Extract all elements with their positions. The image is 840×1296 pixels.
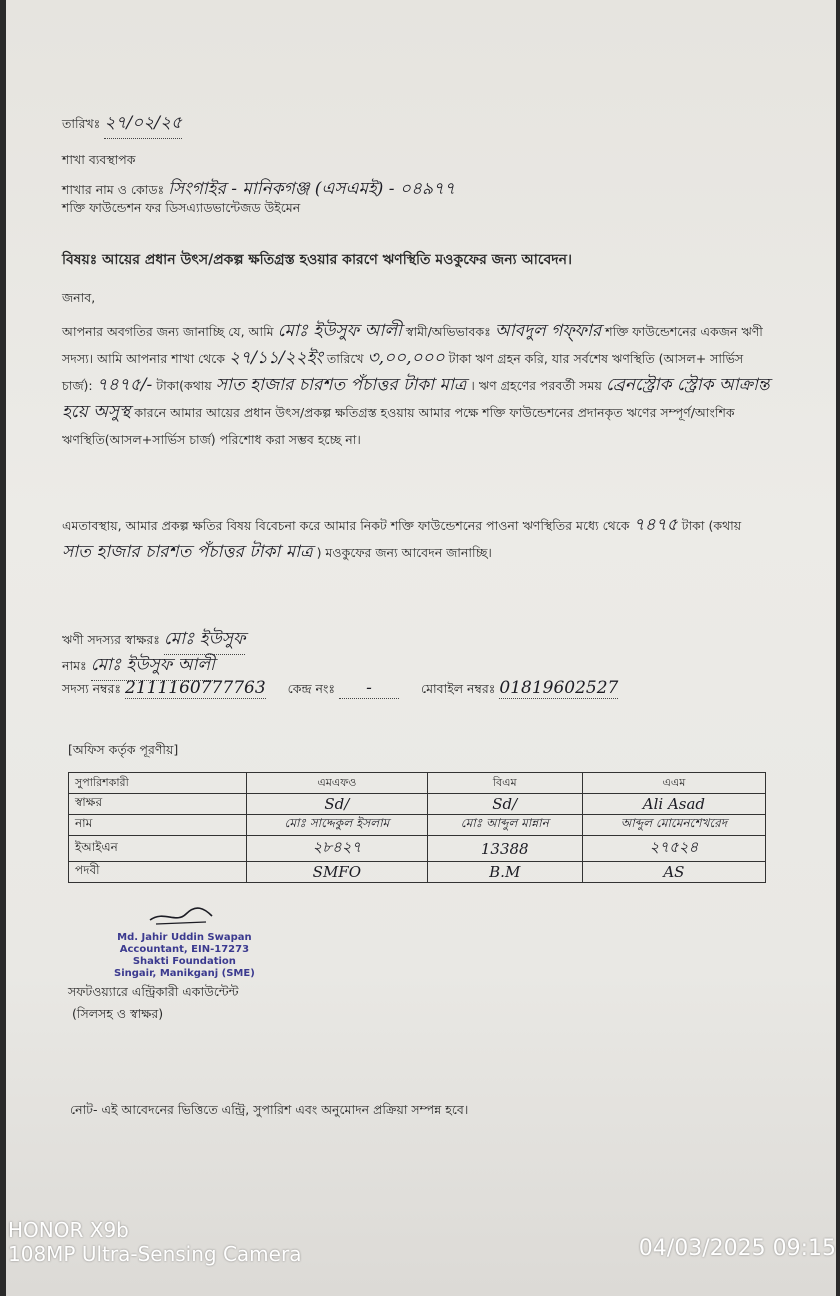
branch-name-value: সিংগাইর - মানিকগঞ্জ (এসএমই) - ০৪৯৭৭ <box>168 179 456 199</box>
accountant-label: সফটওয়্যারে এন্ট্রিকারী একাউন্টেন্ট <box>68 984 239 999</box>
member-name: মোঃ ইউসুফ আলী <box>91 652 215 681</box>
table-row: নাম মোঃ সাদ্দেকুল ইসলাম মোঃ আব্দুল মান্নান আব্দুল মোমেনশেখরেদ <box>69 815 766 836</box>
table-row: স্বাক্ষর Sd/ Sd/ Ali Asad <box>69 794 766 815</box>
camera-sensor: 108MP Ultra-Sensing Camera <box>8 1242 302 1266</box>
branch-manager: শাখা ব্যবস্থাপক <box>62 152 136 167</box>
accountant-seal: Md. Jahir Uddin Swapan Accountant, EIN-17273 Shakti Foundation Singair, Manikganj (SME) <box>114 932 255 979</box>
guardian-name: আবদুল গফ্ফার <box>494 321 602 341</box>
seal-and-signature-label: (সিলসহ ও স্বাক্ষর) <box>72 1006 164 1021</box>
camera-model: HONOR X9b <box>8 1218 129 1242</box>
camera-timestamp: 04/03/2025 09:15 <box>638 1236 836 1261</box>
table-row: পদবী SMFO B.M AS <box>69 862 766 883</box>
waiver-in-words: সাত হাজার চারশত পঁচাত্তর টাকা মাত্র <box>62 542 313 562</box>
accountant-signature <box>146 902 216 928</box>
branch-name-line: শাখার নাম ও কোডঃ সিংগাইর - মানিকগঞ্জ (এসএমই) - ০৪৯৭৭ <box>62 179 456 199</box>
header-bm: বিএম <box>427 773 582 794</box>
office-use-title: [অফিস কর্তৃক পূরণীয়] <box>68 742 179 757</box>
waiver-amount: ৭৪৭৫ <box>633 515 678 535</box>
office-approval-table <box>68 772 766 883</box>
member-details-line: সদস্য নম্বরঃ 2111160777763 কেন্দ্র নংঃ - মোবাইল নম্বরঃ 01819602527 <box>62 678 619 698</box>
document-page <box>6 0 836 1296</box>
date-line: তারিখঃ ২৭/০২/২৫ <box>62 110 182 139</box>
footer-note: নোট- এই আবেদনের ভিত্তিতে এন্ট্রি, সুপারিশ এবং অনুমোদন প্রক্রিয়া সম্পন্ন হবে। <box>70 1102 469 1117</box>
date-value: ২৭/০২/২৫ <box>104 110 182 139</box>
header-am: এএম <box>582 773 765 794</box>
damage-cause: ব্রেনস্ট্রোক স্ট্রোক আক্রান্ত হয়ে অসুস্থ <box>62 375 770 422</box>
table-header-row <box>69 773 766 794</box>
header-recommender: সুপারিশকারী <box>69 773 247 794</box>
member-name-line: নামঃ মোঃ ইউসুফ আলী <box>62 652 215 681</box>
applicant-name: মোঃ ইউসুফ আলী <box>277 321 402 341</box>
subject-line: বিষয়ঃ আয়ের প্রধান উৎস/প্রকল্প ক্ষতিগ্রস্ত হওয়ার কারণে ঋণস্থিতি মওকুফের জন্য আবেদন। <box>62 252 572 268</box>
header-mfo: এমএফও <box>247 773 428 794</box>
paragraph-1: আপনার অবগতির জন্য জানাচ্ছি যে, আমি মোঃ ইউসুফ আলী স্বামী/অভিভাবকঃ আবদুল গফ্ফার শক্তি ফাউন্ডেশনের একজন ঋণী সদস্য। আমি আপনার শাখা থেকে ২৭/১১/২২ইং তারিখে ৩,০০,০০০ টাকা ঋণ গ্রহন করি, যার সর্বশেষ ঋণস্থিতি (আসল+ সার্ভিস চার্জ): ৭৪৭৫/- টাকা(কথায় সাত হাজার চারশত পঁচাত্তর টাকা মাত্র । ঋণ গ্রহণের পরবর্তী সময় ব্রেনস্ট্রোক স্ট্রোক আক্রান্ত হয়ে অসুস্থ কারনে আমার আয়ের প্রধান উৎস/প্রকল্প ক্ষতিগ্রস্ত হওয়ায় আমার পক্ষে শক্তি ফাউন্ডেশনের প্রদানকৃত ঋণের সম্পূর্ণ/আংশিক ঋণস্থিতি(আসল+সার্ভিস চার্জ) পরিশোধ করা সম্ভব হচ্ছে না। <box>62 321 770 447</box>
salutation: জনাব, <box>62 290 96 305</box>
member-id: 2111160777763 <box>125 678 266 698</box>
balance-in-words: সাত হাজার চারশত পঁচাত্তর টাকা মাত্র <box>215 375 467 395</box>
paragraph-2: এমতাবস্থায়, আমার প্রকল্প ক্ষতির বিষয় বিবেচনা করে আমার নিকট শক্তি ফাউন্ডেশনের পাওনা ঋণস্থিতির মধ্যে থেকে ৭৪৭৫ টাকা (কথায় সাত হাজার চারশত পঁচাত্তর টাকা মাত্র ) মওকুফের জন্য আবেদন জানাচ্ছি। <box>62 515 742 562</box>
member-signature: মোঃ ইউসুফ <box>164 626 245 655</box>
organization-name: শক্তি ফাউন্ডেশন ফর ডিসএ্যাডভান্টেজড উইমেন <box>62 200 301 215</box>
loan-date: ২৭/১১/২২ইং <box>228 348 323 368</box>
mobile-number: 01819602527 <box>499 678 619 698</box>
member-signature-line: ঋণী সদস্যর স্বাক্ষরঃ মোঃ ইউসুফ <box>62 626 245 655</box>
table-row: ইআইএন ২৮৪২৭ 13388 ২৭৫২৪ <box>69 836 766 862</box>
loan-amount: ৩,০০,০০০ <box>367 348 445 368</box>
loan-balance: ৭৪৭৫/- <box>96 375 153 395</box>
center-number: - <box>339 678 399 699</box>
